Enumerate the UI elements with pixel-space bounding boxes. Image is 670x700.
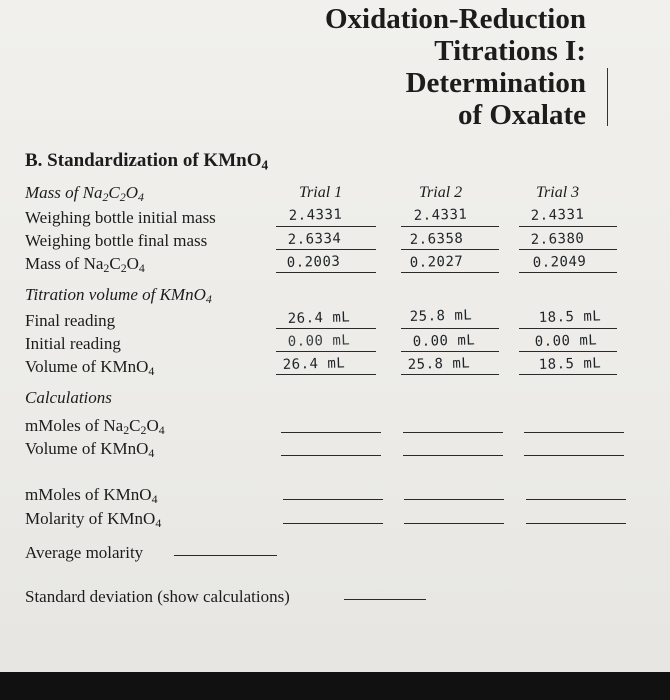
section-heading: B. Standardization of KMnO$_4$ — [25, 150, 269, 173]
mass-oxalate-line-3 — [519, 272, 617, 273]
mass-oxalate-line-1 — [276, 272, 376, 273]
volume-kmno4-blank-3[interactable] — [524, 455, 624, 456]
final-reading-trial-3: 18.5 mL — [538, 308, 602, 327]
std-dev-label: Standard deviation (show calculations) — [25, 587, 290, 606]
initial-reading-trial-2: 0.00 mL — [412, 332, 476, 351]
final-reading-label: Final reading — [25, 311, 116, 330]
mmoles-oxalate-blank-1[interactable] — [281, 432, 381, 433]
mass-oxalate-trial-3: 0.2049 — [532, 253, 587, 272]
volume-label: Volume of KMnO$_4$ — [25, 357, 155, 378]
volume-trial-1: 26.4 mL — [282, 355, 346, 374]
initial-reading-line-1 — [276, 351, 376, 352]
mmoles-kmno4-blank-1[interactable] — [283, 499, 383, 500]
calculations-header: Calculations — [25, 388, 112, 407]
mass-oxalate-trial-1: 0.2003 — [286, 253, 341, 272]
trial-3-header: Trial 3 — [536, 184, 580, 201]
mmoles-oxalate-label: mMoles of $Na_2C_2O_4$ — [25, 416, 165, 437]
initial-reading-trial-1: 0.00 mL — [287, 332, 351, 351]
mmoles-oxalate-blank-2[interactable] — [403, 432, 503, 433]
background-shadow — [0, 672, 670, 700]
mmoles-kmno4-blank-2[interactable] — [404, 499, 504, 500]
title-line-2: Titrations I: — [434, 35, 586, 67]
mmoles-kmno4-label: mMoles of KMnO$_4$ — [25, 485, 158, 506]
mmoles-oxalate-blank-3[interactable] — [524, 432, 624, 433]
title-line-4: of Oxalate — [457, 99, 586, 131]
title-divider — [607, 68, 608, 126]
mass-oxalate-label: Mass of $Na_2C_2O_4$ — [25, 254, 145, 275]
average-molarity-label: Average molarity — [25, 543, 144, 562]
initial-mass-label: Weighing bottle initial mass — [25, 208, 216, 227]
title-line-3: Determination — [405, 67, 586, 99]
volume-kmno4-blank-2[interactable] — [403, 455, 503, 456]
mass-oxalate-trial-2: 0.2027 — [409, 253, 464, 272]
initial-mass-trial-1: 2.4331 — [288, 206, 343, 225]
volume-trial-3: 18.5 mL — [538, 355, 602, 374]
trial-2-header: Trial 2 — [419, 184, 463, 201]
initial-mass-trial-2: 2.4331 — [413, 206, 468, 225]
final-reading-trial-2: 25.8 mL — [409, 307, 473, 326]
mass-header: Mass of $Na_2C_2O_4$ — [25, 183, 144, 204]
initial-reading-label: Initial reading — [25, 334, 121, 353]
initial-mass-line-1 — [276, 226, 376, 227]
volume-line-1 — [276, 374, 376, 375]
final-reading-line-1 — [276, 328, 376, 329]
initial-reading-line-2 — [401, 351, 499, 352]
titration-header: Titration volume of KMnO$_4$ — [25, 285, 212, 306]
volume-line-3 — [519, 374, 617, 375]
final-mass-line-1 — [276, 249, 376, 250]
initial-mass-line-2 — [401, 226, 499, 227]
molarity-blank-1[interactable] — [283, 523, 383, 524]
initial-reading-line-3 — [519, 351, 617, 352]
final-mass-line-3 — [519, 249, 617, 250]
final-mass-trial-2: 2.6358 — [409, 230, 464, 249]
final-mass-trial-1: 2.6334 — [287, 230, 342, 249]
volume-trial-2: 25.8 mL — [407, 355, 471, 374]
final-mass-label: Weighing bottle final mass — [25, 231, 208, 250]
std-dev-blank[interactable] — [344, 599, 426, 600]
mass-oxalate-line-2 — [401, 272, 499, 273]
trial-1-header: Trial 1 — [299, 184, 343, 201]
final-reading-line-2 — [401, 328, 499, 329]
molarity-label: Molarity of KMnO$_4$ — [25, 509, 162, 530]
initial-reading-trial-3: 0.00 mL — [534, 332, 598, 351]
volume-kmno4-blank-1[interactable] — [281, 455, 381, 456]
volume-kmno4-label: Volume of KMnO$_4$ — [25, 439, 155, 460]
initial-mass-trial-3: 2.4331 — [530, 206, 585, 225]
final-mass-trial-3: 2.6380 — [530, 230, 585, 249]
volume-line-2 — [401, 374, 499, 375]
final-reading-line-3 — [519, 328, 617, 329]
initial-mass-line-3 — [519, 226, 617, 227]
title-line-1: Oxidation-Reduction — [324, 3, 586, 35]
molarity-blank-2[interactable] — [404, 523, 504, 524]
final-mass-line-2 — [401, 249, 499, 250]
final-reading-trial-1: 26.4 mL — [287, 309, 351, 328]
mmoles-kmno4-blank-3[interactable] — [526, 499, 626, 500]
average-molarity-blank[interactable] — [174, 555, 277, 556]
molarity-blank-3[interactable] — [526, 523, 626, 524]
